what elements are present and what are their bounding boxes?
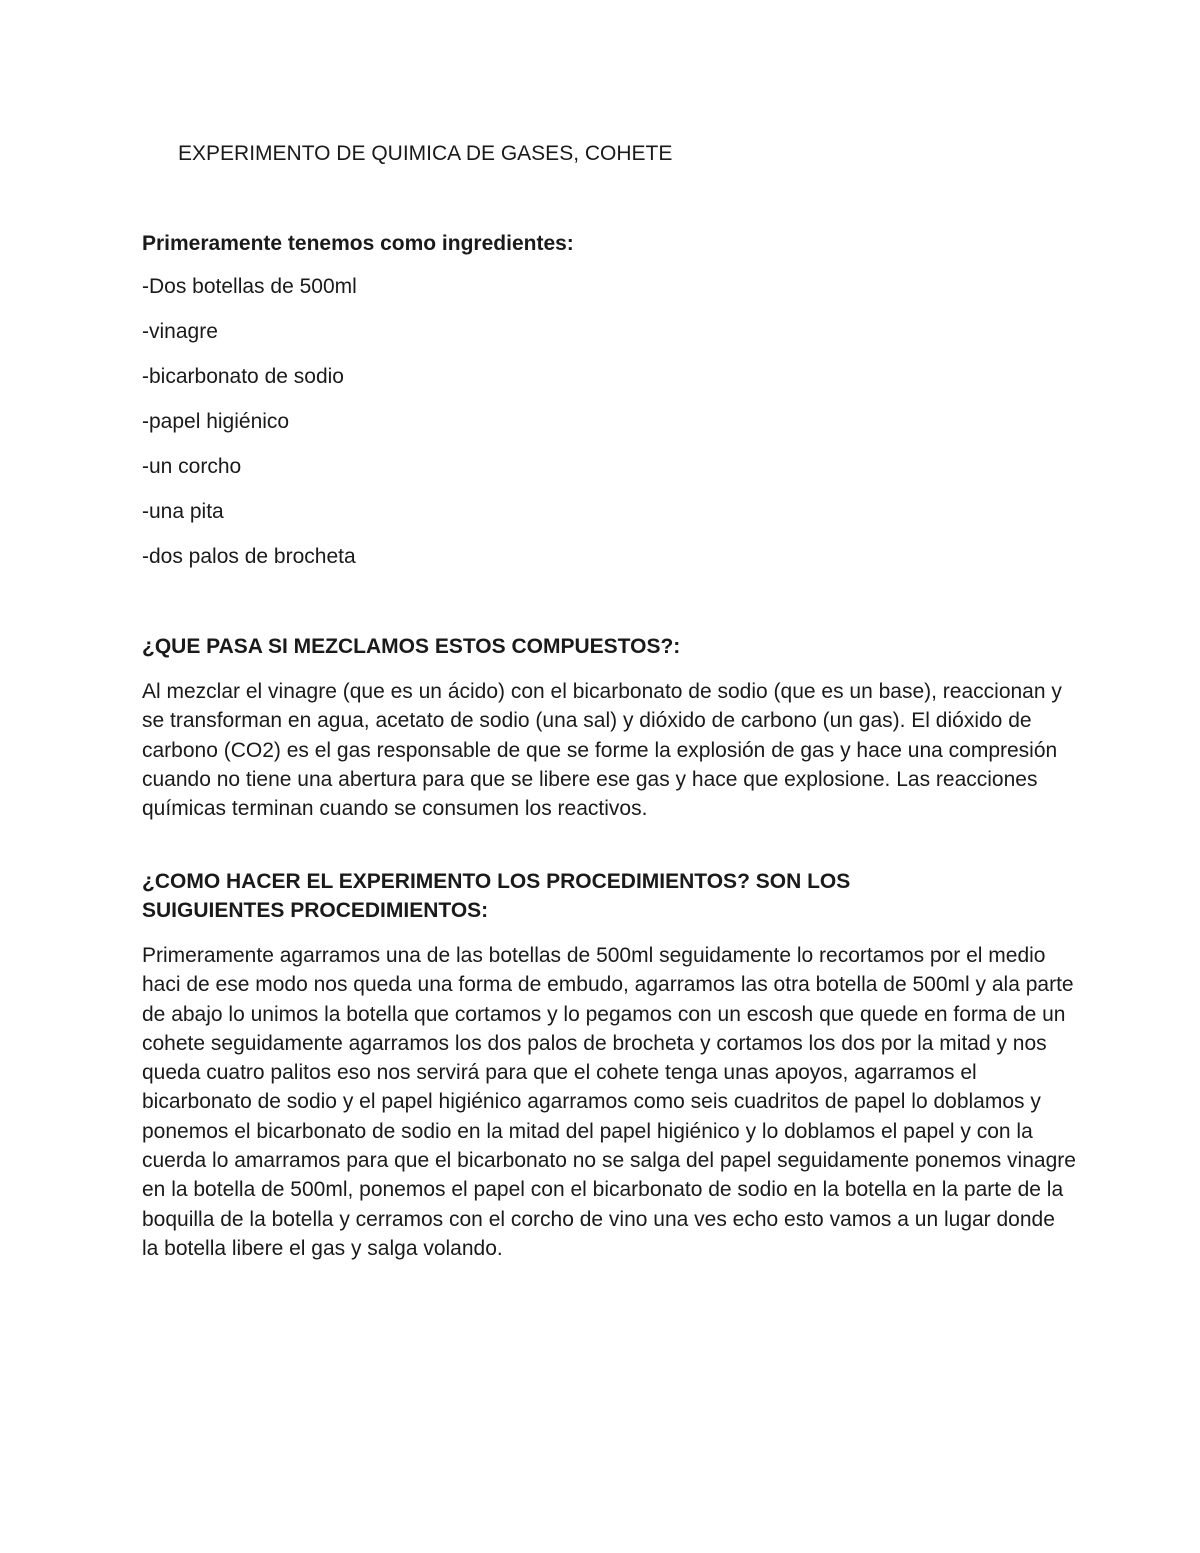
list-item: -vinagre xyxy=(142,320,218,343)
list-item: -una pita xyxy=(142,500,224,523)
list-item: -Dos botellas de 500ml xyxy=(142,275,357,298)
list-item: -bicarbonato de sodio xyxy=(142,365,344,388)
answer-paragraph-procedure: Primeramente agarramos una de las botellas de 500ml seguidamente lo recortamos por el medio haci de ese modo nos queda una forma de embudo, agarramos las otra botella de 500ml y ala parte de abajo lo unimos la botella que cortamos y lo pegamos con un escosh que quede en forma de un cohete seguidamente agarramos los dos palos de brocheta y cortamos los dos por la mitad y nos queda cuatro palitos eso nos servirá para que el cohete tenga unas apoyos, agarramos el bicarbonato de sodio y el papel higiénico agarramos como seis cuadritos de papel lo doblamos y ponemos el bicarbonato de sodio en la mitad del papel higiénico y lo doblamos el papel y con la cuerda lo amarramos para que el bicarbonato no se salga del papel seguidamente ponemos vinagre en la botella de 500ml, ponemos el papel con el bicarbonato de sodio en la botella en la parte de la boquilla de la botella y cerramos con el corcho de vino una ves echo esto vamos a un lugar donde la botella libere el gas y salga volando. xyxy=(142,944,1076,1260)
list-item: -papel higiénico xyxy=(142,410,290,433)
question-heading-procedure: ¿COMO HACER EL EXPERIMENTO LOS PROCEDIMIENTOS? SON LOS SUIGUIENTES PROCEDIMIENTOS: xyxy=(142,870,851,922)
question-heading-mixing: ¿QUE PASA SI MEZCLAMOS ESTOS COMPUESTOS?: xyxy=(142,635,681,658)
ingredients-heading: Primeramente tenemos como ingredientes: xyxy=(142,232,574,255)
ingredients-list xyxy=(142,274,1042,589)
list-item: -dos palos de brocheta xyxy=(142,545,356,568)
answer-paragraph-mixing: Al mezclar el vinagre (que es un ácido) con el bicarbonato de sodio (que es un base), reaccionan y se transforman en agua, acetato de sodio (una sal) y dióxido de carbono (un gas). El dióxido de carbono (CO2) es el gas responsable de que se forme la explosión de gas y hace una compresión cuando no tiene una abertura para que se libere ese gas y hace que explosione. Las reacciones químicas terminan cuando se consumen los reactivos. xyxy=(142,680,1062,821)
document-title: EXPERIMENTO DE QUIMICA DE GASES, COHETE xyxy=(178,142,673,165)
list-item: -un corcho xyxy=(142,455,242,478)
